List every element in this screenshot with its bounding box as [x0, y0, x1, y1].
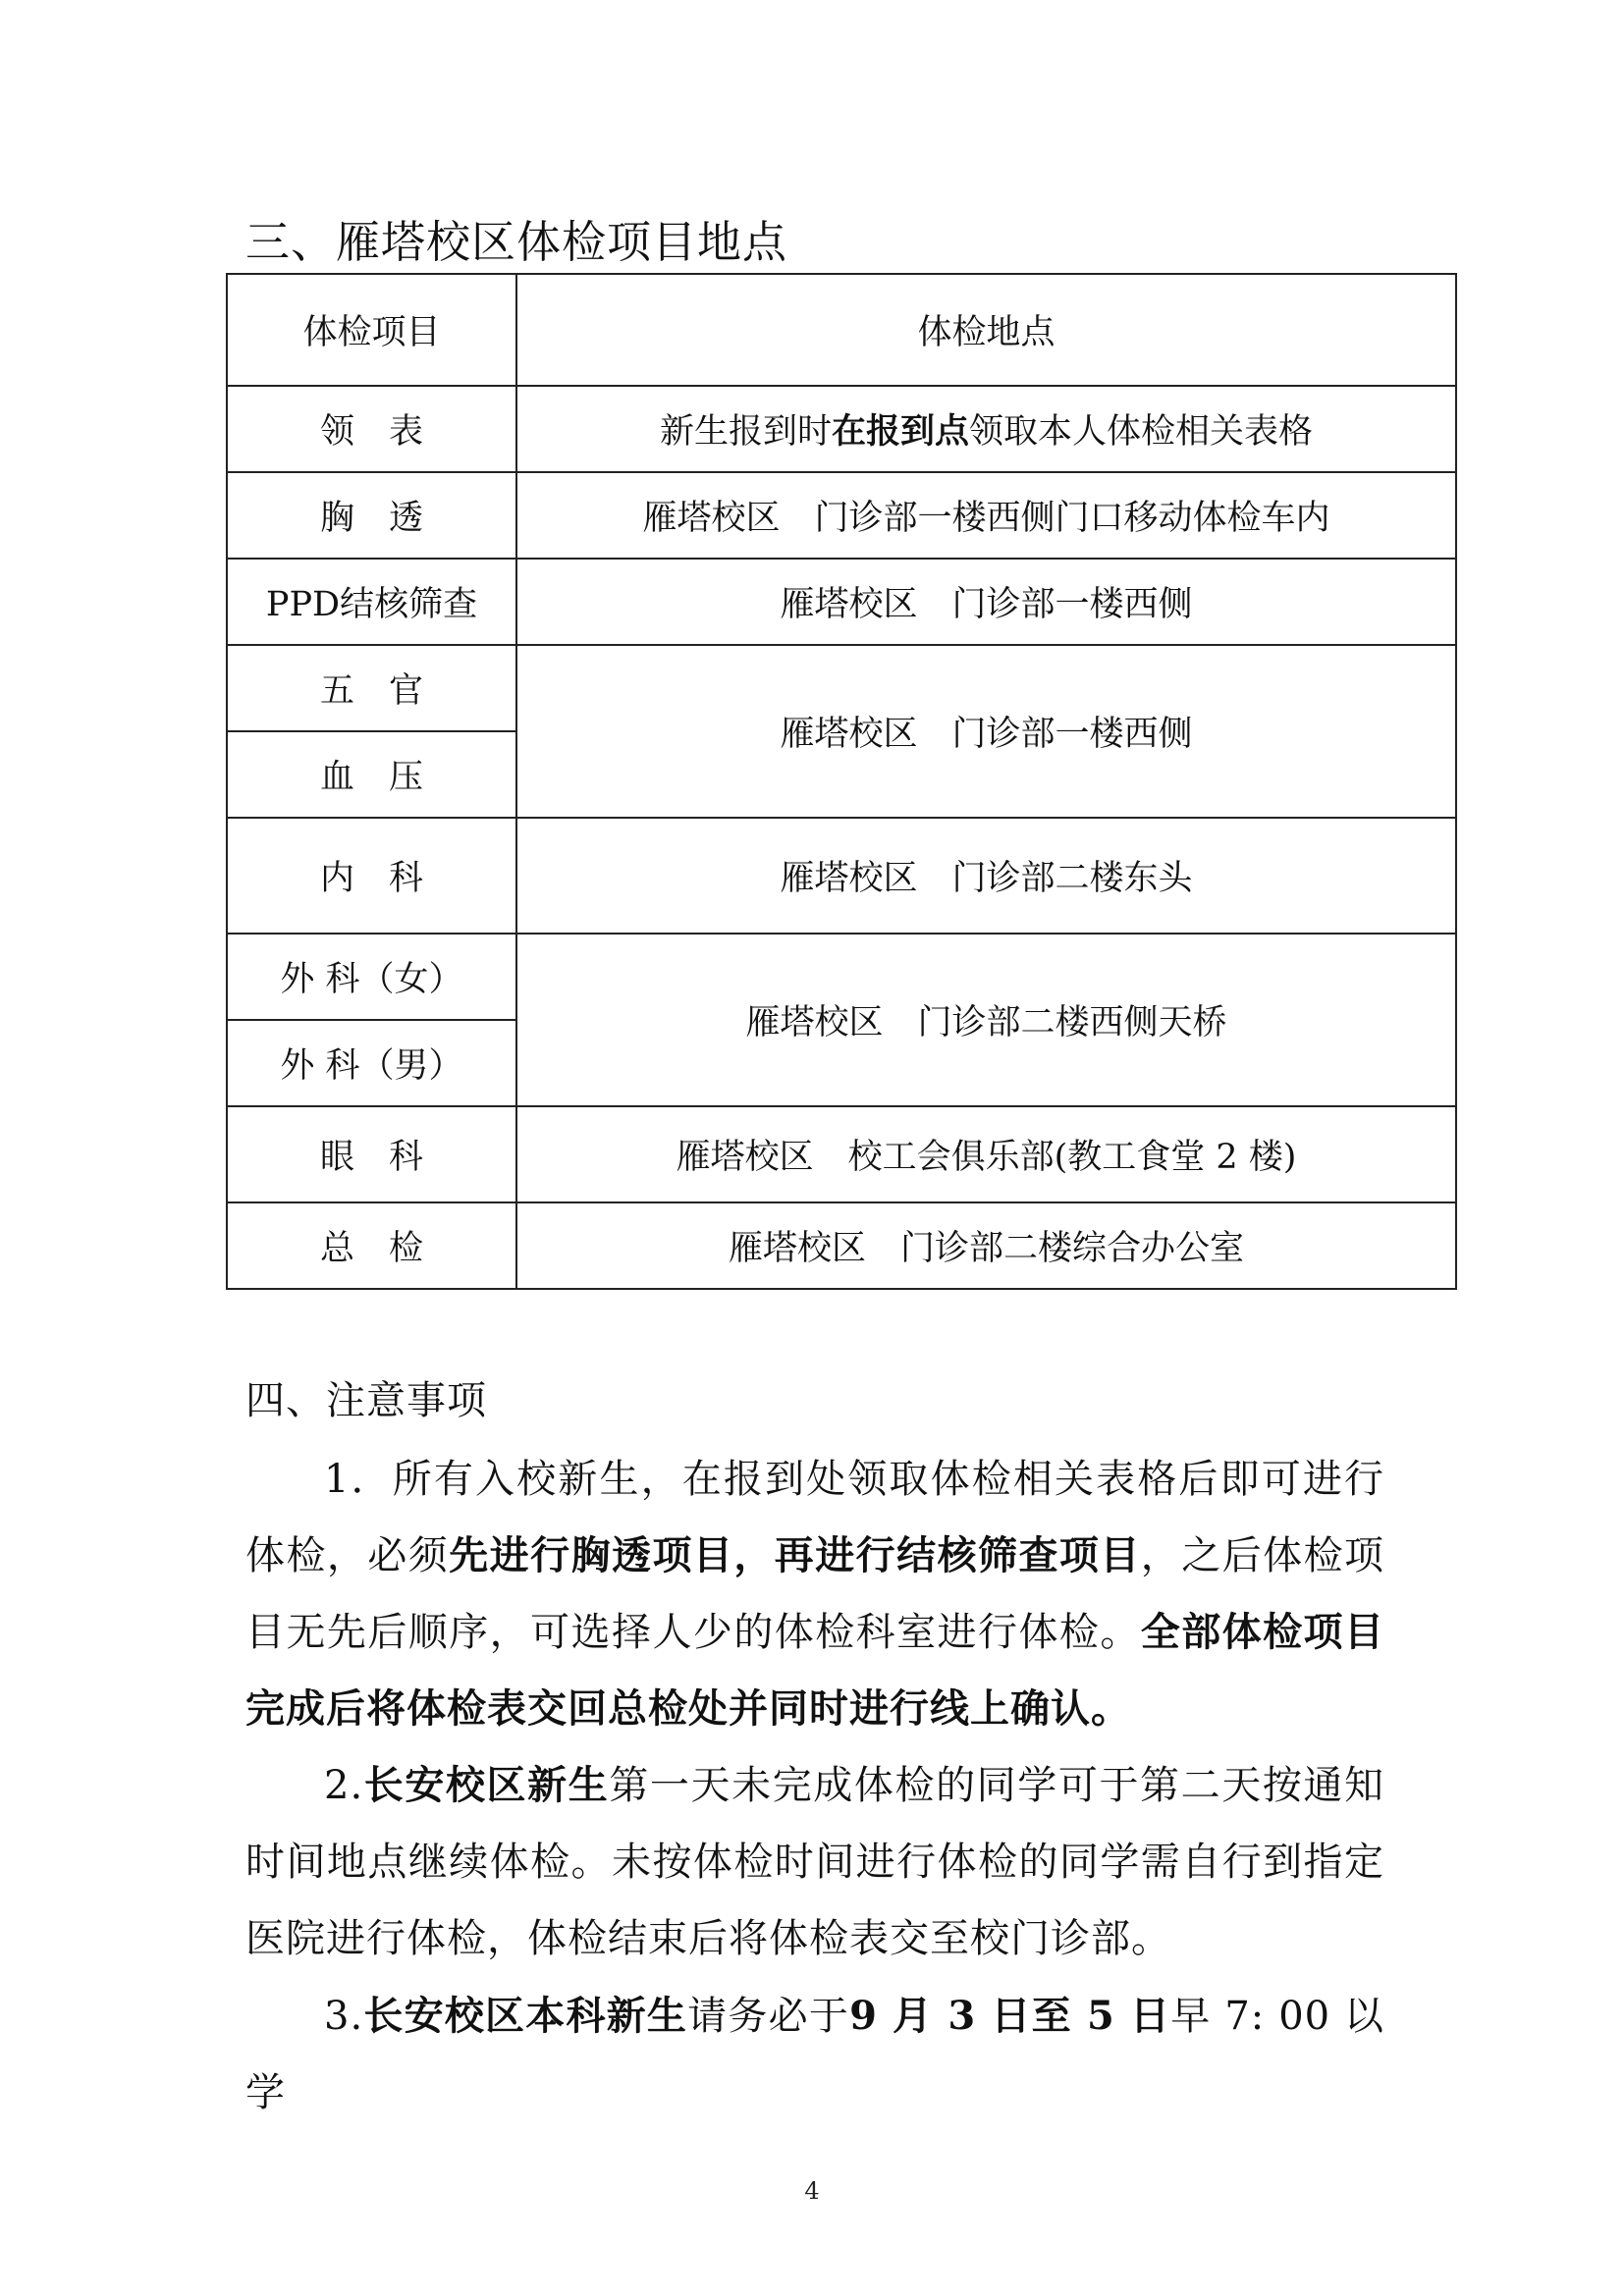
item-cell: PPD结核筛查 [227, 559, 516, 645]
table-row [227, 645, 1456, 731]
item-cell: 胸 透 [227, 472, 516, 559]
section-3-title: 三、雁塔校区体检项目地点 [245, 216, 788, 268]
paragraph-bold-text: 9 月 3 日至 5 日 [849, 1993, 1171, 2039]
table-row [227, 1106, 1456, 1202]
item-cell: 领 表 [227, 386, 516, 472]
table-row [227, 934, 1456, 1020]
notice-paragraph-1 [245, 1441, 1384, 1747]
exam-location-table [226, 273, 1457, 1290]
paragraph-text: 1．所有入校新生，在报到处领取体检相关表格后即可进行体检，必须 [245, 1457, 1384, 1578]
table-row [227, 559, 1456, 645]
paragraph-text: 早 7: 00 以学 [245, 1994, 1385, 2115]
location-bold-text: 在报到点 [831, 411, 969, 452]
location-text: 领取本人体检相关表格 [969, 412, 1314, 452]
page-number: 4 [804, 2177, 820, 2205]
paragraph-bold-text: 长安校区本科新生 [363, 1993, 688, 2039]
item-cell: 眼 科 [227, 1106, 516, 1202]
paragraph-bold-text: 全部体检项目完成后将体检表交回总检处并同时进行线上确认。 [245, 1609, 1385, 1732]
location-cell: 雁塔校区 门诊部一楼西侧 [516, 645, 1456, 818]
table-row [227, 818, 1456, 934]
table-row [227, 1202, 1456, 1289]
paragraph-text: 第一天未完成体检的同学可于第二天按通知时间地点继续体检。未按体检时间进行体检的同学需自行到指定医院进行体检，体检结束后将体检表交至校门诊部。 [245, 1763, 1385, 1961]
notice-paragraph-2 [245, 1747, 1384, 1977]
paragraph-bold-text: 长安校区新生 [363, 1762, 610, 1808]
location-cell: 雁塔校区 门诊部二楼东头 [516, 818, 1456, 934]
paragraph-text: ，之后体检项目无先后顺序，可选择人少的体检科室进行体检。 [245, 1533, 1385, 1655]
item-cell: 总 检 [227, 1202, 516, 1289]
location-cell: 雁塔校区 门诊部一楼西侧门口移动体检车内 [516, 472, 1456, 559]
section-4-title: 四、注意事项 [245, 1378, 487, 1423]
location-cell: 雁塔校区 校工会俱乐部(教工食堂 2 楼) [516, 1106, 1456, 1202]
location-cell: 雁塔校区 门诊部二楼综合办公室 [516, 1202, 1456, 1289]
paragraph-bold-text: 先进行胸透项目，再进行结核筛查项目 [449, 1532, 1141, 1578]
item-cell: 血 压 [227, 731, 516, 818]
paragraph-text: 3. [324, 1994, 364, 2039]
location-cell: 雁塔校区 门诊部二楼西侧天桥 [516, 934, 1456, 1106]
item-cell: 五 官 [227, 645, 516, 731]
location-cell: 雁塔校区 门诊部一楼西侧 [516, 559, 1456, 645]
notice-paragraph-3 [245, 1978, 1384, 2131]
location-text: 新生报到时 [659, 412, 832, 452]
location-cell [516, 386, 1456, 472]
header-item: 体检项目 [227, 274, 516, 386]
table-header-row [227, 274, 1456, 386]
item-cell: 外 科（男） [227, 1020, 516, 1106]
paragraph-text: 2. [324, 1763, 364, 1808]
table-row [227, 386, 1456, 472]
item-cell: 外 科（女） [227, 934, 516, 1020]
item-cell: 内 科 [227, 818, 516, 934]
table-row [227, 472, 1456, 559]
header-location: 体检地点 [516, 274, 1456, 386]
paragraph-text: 请务必于 [687, 1994, 850, 2039]
